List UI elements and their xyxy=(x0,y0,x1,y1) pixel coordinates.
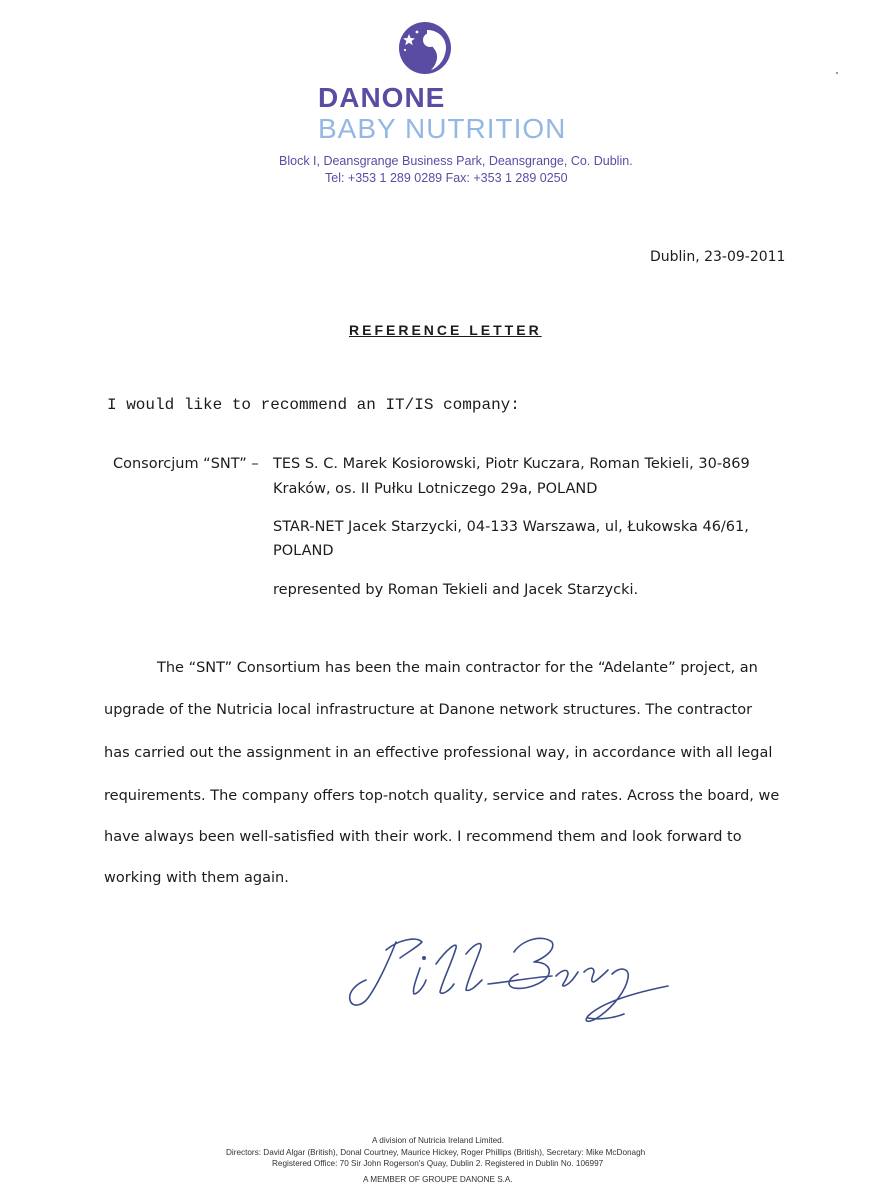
handwritten-signature xyxy=(338,928,683,1036)
member-line: represented by Roman Tekieli and Jacek Starzycki. xyxy=(273,582,639,598)
footer-division: A division of Nutricia Ireland Limited. xyxy=(372,1136,504,1145)
member-line: Kraków, os. II Pułku Lotniczego 29a, POLAND xyxy=(273,481,598,497)
footer-directors: Directors: David Algar (British), Donal Courtney, Maurice Hickey, Roger Phillips (British), Secretary: Mike McDonagh xyxy=(226,1148,646,1157)
moon-child-star-logo-icon xyxy=(397,20,455,82)
body-paragraph-line: requirements. The company offers top-notch quality, service and rates. Across the board, we xyxy=(104,788,780,804)
member-line: STAR-NET Jacek Starzycki, 04-133 Warszawa, ul, Łukowska 46/61, xyxy=(273,519,749,535)
letter-intro: I would like to recommend an IT/IS company: xyxy=(107,396,520,414)
footer-group-member: A MEMBER OF GROUPE DANONE S.A. xyxy=(363,1175,513,1184)
body-paragraph-line: have always been well-satisfied with their work. I recommend them and look forward to xyxy=(104,829,742,845)
member-line: POLAND xyxy=(273,543,334,559)
brand-name: DANONE xyxy=(318,82,446,113)
letter-subject: REFERENCE LETTER xyxy=(349,322,542,338)
company-phone-fax: Tel: +353 1 289 0289 Fax: +353 1 289 0250 xyxy=(325,171,568,185)
brand-subtitle: BABY NUTRITION xyxy=(318,113,567,144)
consortium-label: Consorcjum “SNT” – xyxy=(113,456,259,472)
body-paragraph-line: The “SNT” Consortium has been the main contractor for the “Adelante” project, an xyxy=(157,660,758,676)
member-line: TES S. C. Marek Kosiorowski, Piotr Kuczara, Roman Tekieli, 30-869 xyxy=(273,456,750,472)
company-address: Block I, Deansgrange Business Park, Deansgrange, Co. Dublin. xyxy=(279,154,633,168)
body-paragraph-line: has carried out the assignment in an effective professional way, in accordance with all legal xyxy=(104,745,773,761)
body-paragraph-line: upgrade of the Nutricia local infrastructure at Danone network structures. The contractor xyxy=(104,702,753,718)
footer-registered-office: Registered Office: 70 Sir John Rogerson's Quay, Dublin 2. Registered in Dublin No. 106997 xyxy=(272,1159,604,1168)
scan-speck xyxy=(836,72,838,74)
letter-date: Dublin, 23-09-2011 xyxy=(650,249,786,265)
body-paragraph-line: working with them again. xyxy=(104,870,289,886)
